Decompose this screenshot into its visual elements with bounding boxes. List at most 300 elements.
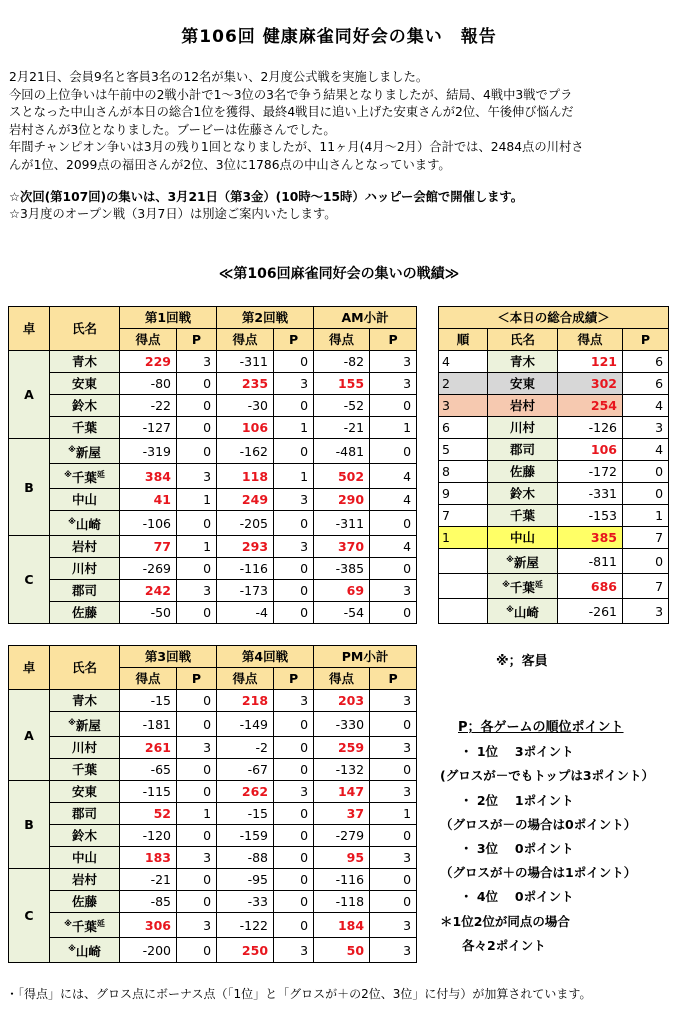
points-cell: 3: [623, 417, 669, 439]
name-suffix: 延: [534, 580, 543, 590]
points-cell: 6: [623, 351, 669, 373]
player-name-text: 郡司: [71, 583, 97, 599]
overall-row: [439, 574, 669, 599]
score-cell: -120: [120, 825, 177, 847]
table-row: [9, 464, 417, 489]
player-name-text: 千葉: [509, 508, 535, 523]
rank-cell: 1: [439, 527, 488, 549]
player-name-text: 千葉: [71, 470, 97, 486]
score-cell: 250: [217, 938, 274, 963]
subtotal-score-cell: -82: [314, 351, 370, 373]
points-rule-line: ・ 4位 0ポイント: [460, 889, 574, 905]
subtotal-score-cell: -279: [314, 825, 370, 847]
points-cell: 0: [177, 417, 217, 439]
points-cell: 0: [623, 461, 669, 483]
subtotal-score-cell: -54: [314, 602, 370, 624]
next-meeting-notice: ☆次回(第107回)の集いは、3月21日（第3金）(10時～15時）ハッピー会館で開催します。: [9, 189, 524, 204]
score-cell: -261: [558, 599, 623, 624]
player-name-text: 佐藤: [71, 605, 97, 621]
subtotal-score-cell: 37: [314, 803, 370, 825]
points-header-cell: P: [370, 668, 417, 690]
rank-cell: [439, 574, 488, 599]
points-cell: 1: [274, 417, 314, 439]
page-title: 第106回 健康麻雀同好会の集い 報告: [181, 27, 497, 47]
subtotal-score-cell: -385: [314, 558, 370, 580]
subtotal-points-cell: 3: [370, 938, 417, 963]
table-row: [9, 417, 417, 439]
subtotal-score-cell: -311: [314, 511, 370, 536]
score-header-cell: 得点: [120, 668, 177, 690]
points-rule-line: （グロスが－の場合は0ポイント）: [440, 816, 637, 832]
player-name-text: 青木: [509, 354, 535, 369]
player-name-text: 安東: [71, 376, 97, 391]
points-cell: 0: [177, 891, 217, 913]
score-cell: -159: [217, 825, 274, 847]
rank-cell: 9: [439, 483, 488, 505]
points-cell: 3: [177, 580, 217, 602]
player-name-cell: [50, 938, 120, 963]
overall-row: [439, 439, 669, 461]
open-match-notice: ☆3月度のオープン戦（3月7日）は別途ご案内いたします。: [9, 207, 337, 222]
subtotal-points-cell: 0: [370, 395, 417, 417]
score-cell: 306: [120, 913, 177, 938]
name-header-cell: 氏名: [488, 329, 558, 351]
name-suffix: 延: [96, 919, 105, 929]
overall-row: [439, 599, 669, 624]
subtotal-score-cell: 502: [314, 464, 370, 489]
score-cell: 254: [558, 395, 623, 417]
overall-title: ＜本日の総合成績＞: [439, 307, 669, 329]
rank-cell: 5: [439, 439, 488, 461]
guest-note: ※；客員: [496, 654, 548, 669]
points-cell: 3: [274, 781, 314, 803]
score-cell: 261: [120, 737, 177, 759]
points-cell: 4: [623, 395, 669, 417]
points-cell: 0: [274, 439, 314, 464]
player-name-text: 山崎: [513, 605, 539, 621]
score-cell: 242: [120, 580, 177, 602]
player-name-cell: [50, 825, 120, 847]
rank-cell: 7: [439, 505, 488, 527]
subtotal-points-cell: 1: [370, 803, 417, 825]
points-cell: 3: [177, 847, 217, 869]
rank-header-cell: 順: [439, 329, 488, 351]
score-cell: -311: [217, 351, 274, 373]
score-cell: 118: [217, 464, 274, 489]
subtotal-score-cell: -330: [314, 712, 370, 737]
score-header-cell: 得点: [314, 668, 370, 690]
score-cell: -319: [120, 439, 177, 464]
subtotal-points-cell: 3: [370, 913, 417, 938]
table-id-cell: A: [9, 690, 50, 781]
score-cell: 384: [120, 464, 177, 489]
score-cell: -205: [217, 511, 274, 536]
player-name-cell: [50, 464, 120, 489]
points-cell: 7: [623, 527, 669, 549]
points-cell: 0: [177, 938, 217, 963]
game-header-cell: 第1回戦: [120, 307, 217, 329]
table-row: [9, 759, 417, 781]
points-rule-line: ・ 3位 0ポイント: [460, 841, 574, 857]
score-cell: -127: [120, 417, 177, 439]
points-cell: 0: [177, 690, 217, 712]
guest-mark: ※: [68, 718, 76, 727]
table-id-cell: C: [9, 536, 50, 624]
score-cell: -269: [120, 558, 177, 580]
guest-mark: ※: [64, 470, 72, 480]
subtotal-points-cell: 0: [370, 439, 417, 464]
subtotal-points-cell: 3: [370, 781, 417, 803]
rank-cell: [439, 599, 488, 624]
score-cell: -200: [120, 938, 177, 963]
table-header-cell: 卓: [9, 646, 50, 690]
points-cell: 0: [274, 737, 314, 759]
player-name-cell: [50, 759, 120, 781]
score-cell: -33: [217, 891, 274, 913]
score-cell: -80: [120, 373, 177, 395]
name-header-cell: 氏名: [50, 307, 120, 351]
intro-report: [9, 69, 673, 224]
rank-cell: 8: [439, 461, 488, 483]
subtotal-points-cell: 3: [370, 690, 417, 712]
points-cell: 0: [177, 395, 217, 417]
player-name-cell: [488, 505, 558, 527]
player-name-cell: [50, 781, 120, 803]
score-cell: -15: [120, 690, 177, 712]
player-name-text: 新屋: [513, 555, 539, 571]
score-cell: -50: [120, 602, 177, 624]
guest-mark: ※: [68, 944, 76, 954]
overall-row: [439, 527, 669, 549]
player-name-text: 岩村: [509, 398, 535, 413]
points-rule-line: ・ 1位 3ポイント: [460, 744, 574, 760]
player-name-cell: [488, 461, 558, 483]
points-cell: 0: [177, 373, 217, 395]
guest-mark: ※: [64, 919, 72, 929]
rank-cell: 2: [439, 373, 488, 395]
table-id-cell: C: [9, 869, 50, 963]
subtotal-points-cell: 1: [370, 417, 417, 439]
points-cell: 0: [177, 511, 217, 536]
score-cell: -172: [558, 461, 623, 483]
table-row: [9, 511, 417, 536]
rank-cell: 6: [439, 417, 488, 439]
player-name-text: 川村: [71, 740, 97, 756]
table-row: [9, 395, 417, 417]
player-name-cell: [50, 511, 120, 536]
table-row: [9, 536, 417, 558]
points-rule-line: ＊1位2位が同点の場合: [440, 913, 570, 929]
table-row: [9, 781, 417, 803]
score-cell: -153: [558, 505, 623, 527]
player-name-text: 中山: [509, 530, 535, 545]
points-rule-line: (グロスが－でもトップは3ポイント）: [440, 768, 655, 784]
score-cell: 235: [217, 373, 274, 395]
subtotal-points-cell: 0: [370, 869, 417, 891]
subtotal-points-cell: 0: [370, 602, 417, 624]
game-header-cell: 第3回戦: [120, 646, 217, 668]
intro-line: 今回の上位争いは午前中の2戦小計で1～3位の3名で争う結果となりましたが、結局、4戦中3戦でプラ: [9, 87, 573, 102]
points-header-cell: P: [274, 329, 314, 351]
intro-line: スとなった中山さんが本日の総合1位を獲得、最終4戦目に追い上げた安東さんが2位、午後伸び悩んだ: [9, 105, 574, 120]
table-row: [9, 913, 417, 938]
player-name-cell: [50, 373, 120, 395]
points-cell: 0: [274, 395, 314, 417]
overall-row: [439, 549, 669, 574]
points-cell: 0: [274, 825, 314, 847]
overall-row: [439, 483, 669, 505]
player-name-cell: [488, 599, 558, 624]
name-suffix: 延: [96, 470, 105, 480]
overall-row: [439, 505, 669, 527]
points-cell: 4: [623, 439, 669, 461]
player-name-text: 青木: [71, 354, 97, 369]
points-cell: 0: [274, 351, 314, 373]
intro-line: 年間チャンピオン争いは3月の残り1回となりましたが、11ヶ月(4月～2月）合計では、2484点の川村さ: [9, 140, 584, 155]
score-cell: -331: [558, 483, 623, 505]
score-cell: -21: [120, 869, 177, 891]
score-header-cell: 得点: [558, 329, 623, 351]
points-rules: [440, 716, 676, 958]
player-name-text: 千葉: [71, 919, 97, 935]
points-rule-line: ・ 2位 1ポイント: [460, 792, 574, 808]
overall-row: [439, 351, 669, 373]
table-row: [9, 825, 417, 847]
player-name-text: 川村: [509, 420, 535, 435]
player-name-cell: [50, 869, 120, 891]
subtotal-score-cell: -481: [314, 439, 370, 464]
player-name-text: 山崎: [75, 944, 101, 960]
player-name-cell: [488, 373, 558, 395]
points-cell: 0: [274, 511, 314, 536]
subtotal-score-cell: 259: [314, 737, 370, 759]
points-rules-title: P；各ゲームの順位ポイント: [458, 720, 624, 735]
subtotal-points-cell: 0: [370, 891, 417, 913]
score-cell: -122: [217, 913, 274, 938]
score-cell: -30: [217, 395, 274, 417]
player-name-text: 新屋: [75, 718, 101, 734]
overall-results-table: [438, 306, 669, 624]
subtotal-points-cell: 0: [370, 825, 417, 847]
points-cell: 0: [177, 439, 217, 464]
points-rule-line: 各々2ポイント: [462, 937, 546, 953]
player-name-text: 青木: [71, 693, 97, 708]
rank-cell: 4: [439, 351, 488, 373]
guest-mark: ※: [506, 605, 514, 615]
guest-mark: ※: [506, 555, 514, 564]
player-name-text: 郡司: [71, 806, 97, 822]
score-cell: -15: [217, 803, 274, 825]
subtotal-points-cell: 3: [370, 737, 417, 759]
points-cell: 0: [274, 803, 314, 825]
subtotal-points-cell: 0: [370, 558, 417, 580]
subtotal-score-cell: -132: [314, 759, 370, 781]
score-cell: 302: [558, 373, 623, 395]
score-header-cell: 得点: [217, 329, 274, 351]
rank-cell: 3: [439, 395, 488, 417]
subtotal-header-cell: PM小計: [314, 646, 417, 668]
points-rule-line: （グロスが＋の場合は1ポイント）: [440, 865, 637, 881]
subtotal-score-cell: -116: [314, 869, 370, 891]
subtotal-points-cell: 0: [370, 511, 417, 536]
points-header-cell: P: [177, 329, 217, 351]
score-cell: -115: [120, 781, 177, 803]
subtotal-points-cell: 3: [370, 373, 417, 395]
overall-row: [439, 373, 669, 395]
player-name-cell: [50, 913, 120, 938]
score-cell: 41: [120, 489, 177, 511]
intro-line: んが1位、2099点の福田さんが2位、3位に1786点の中山さんとなっています。: [9, 157, 451, 172]
intro-line: 2月21日、会員9名と客員3名の12名が集い、2月度公式戦を実施しました。: [9, 70, 429, 84]
score-cell: -22: [120, 395, 177, 417]
subtotal-points-cell: 4: [370, 464, 417, 489]
table-row: [9, 489, 417, 511]
table-row: [9, 602, 417, 624]
points-cell: 0: [274, 712, 314, 737]
intro-line: 岩村さんが3位となりました。ブービーは佐藤さんでした。: [9, 122, 336, 137]
points-cell: 1: [623, 505, 669, 527]
subtotal-score-cell: 69: [314, 580, 370, 602]
player-name-cell: [50, 737, 120, 759]
points-cell: 3: [177, 913, 217, 938]
player-name-cell: [50, 580, 120, 602]
subtotal-score-cell: -52: [314, 395, 370, 417]
table-row: [9, 803, 417, 825]
player-name-cell: [488, 417, 558, 439]
player-name-text: 山崎: [75, 517, 101, 533]
table-row: [9, 737, 417, 759]
player-name-text: 中山: [71, 492, 97, 508]
player-name-cell: [50, 536, 120, 558]
points-cell: 0: [274, 602, 314, 624]
points-cell: 0: [177, 712, 217, 737]
table-header-cell: 卓: [9, 307, 50, 351]
score-cell: -149: [217, 712, 274, 737]
player-name-cell: [50, 351, 120, 373]
player-name-cell: [50, 847, 120, 869]
points-cell: 0: [274, 580, 314, 602]
points-cell: 0: [274, 913, 314, 938]
points-cell: 0: [274, 891, 314, 913]
points-cell: 0: [623, 549, 669, 574]
subtotal-score-cell: -118: [314, 891, 370, 913]
subtotal-score-cell: 184: [314, 913, 370, 938]
player-name-text: 岩村: [71, 539, 97, 555]
score-cell: -126: [558, 417, 623, 439]
table-row: [9, 580, 417, 602]
table-row: [9, 712, 417, 737]
subtotal-score-cell: 95: [314, 847, 370, 869]
subtotal-points-cell: 0: [370, 759, 417, 781]
points-cell: 1: [177, 489, 217, 511]
points-cell: 1: [274, 464, 314, 489]
points-header-cell: P: [274, 668, 314, 690]
score-cell: 262: [217, 781, 274, 803]
player-name-cell: [50, 439, 120, 464]
score-cell: -173: [217, 580, 274, 602]
score-cell: -88: [217, 847, 274, 869]
table-id-cell: B: [9, 781, 50, 869]
player-name-text: 鈴木: [71, 828, 97, 844]
player-name-text: 佐藤: [71, 894, 97, 910]
score-header-cell: 得点: [120, 329, 177, 351]
points-header-cell: P: [370, 329, 417, 351]
overall-row: [439, 461, 669, 483]
points-cell: 3: [274, 489, 314, 511]
points-cell: 0: [274, 759, 314, 781]
points-cell: 1: [177, 803, 217, 825]
table-row: [9, 351, 417, 373]
player-name-cell: [488, 439, 558, 461]
pm-results-table: [8, 645, 417, 963]
points-cell: 0: [177, 759, 217, 781]
table-row: [9, 891, 417, 913]
player-name-cell: [488, 527, 558, 549]
points-cell: 3: [274, 690, 314, 712]
score-cell: -116: [217, 558, 274, 580]
results-heading: ≪第106回麻雀同好会の集いの戦績≫: [218, 266, 460, 282]
subtotal-score-cell: -21: [314, 417, 370, 439]
player-name-cell: [488, 574, 558, 599]
player-name-cell: [50, 395, 120, 417]
game-header-cell: 第4回戦: [217, 646, 314, 668]
points-cell: 6: [623, 373, 669, 395]
rank-cell: [439, 549, 488, 574]
name-header-cell: 氏名: [50, 646, 120, 690]
points-cell: 0: [177, 869, 217, 891]
score-cell: -65: [120, 759, 177, 781]
score-cell: 686: [558, 574, 623, 599]
player-name-cell: [50, 602, 120, 624]
subtotal-score-cell: 155: [314, 373, 370, 395]
player-name-text: 岩村: [71, 872, 97, 888]
score-cell: 106: [217, 417, 274, 439]
table-id-cell: B: [9, 439, 50, 536]
table-row: [9, 373, 417, 395]
player-name-text: 安東: [71, 784, 97, 800]
points-cell: 0: [177, 558, 217, 580]
score-cell: 52: [120, 803, 177, 825]
score-cell: -67: [217, 759, 274, 781]
player-name-cell: [50, 489, 120, 511]
score-header-cell: 得点: [217, 668, 274, 690]
player-name-text: 新屋: [75, 445, 101, 461]
subtotal-score-cell: 147: [314, 781, 370, 803]
table-row: [9, 690, 417, 712]
guest-mark: ※: [68, 517, 76, 527]
footer-note: ・「得点」には、グロス点にボーナス点（「1位」と「グロスが＋の2位、3位」に付与）が加算されています。: [6, 987, 592, 1001]
points-cell: 3: [274, 938, 314, 963]
points-cell: 0: [274, 558, 314, 580]
points-cell: 0: [274, 869, 314, 891]
subtotal-header-cell: AM小計: [314, 307, 417, 329]
points-cell: 3: [177, 737, 217, 759]
subtotal-points-cell: 0: [370, 712, 417, 737]
score-cell: -811: [558, 549, 623, 574]
points-cell: 3: [623, 599, 669, 624]
score-cell: 183: [120, 847, 177, 869]
table-row: [9, 938, 417, 963]
points-cell: 0: [623, 483, 669, 505]
player-name-text: 安東: [509, 376, 535, 391]
points-cell: 3: [274, 373, 314, 395]
score-cell: -2: [217, 737, 274, 759]
subtotal-score-cell: 203: [314, 690, 370, 712]
score-cell: 77: [120, 536, 177, 558]
subtotal-score-cell: 50: [314, 938, 370, 963]
subtotal-points-cell: 3: [370, 580, 417, 602]
player-name-cell: [50, 803, 120, 825]
